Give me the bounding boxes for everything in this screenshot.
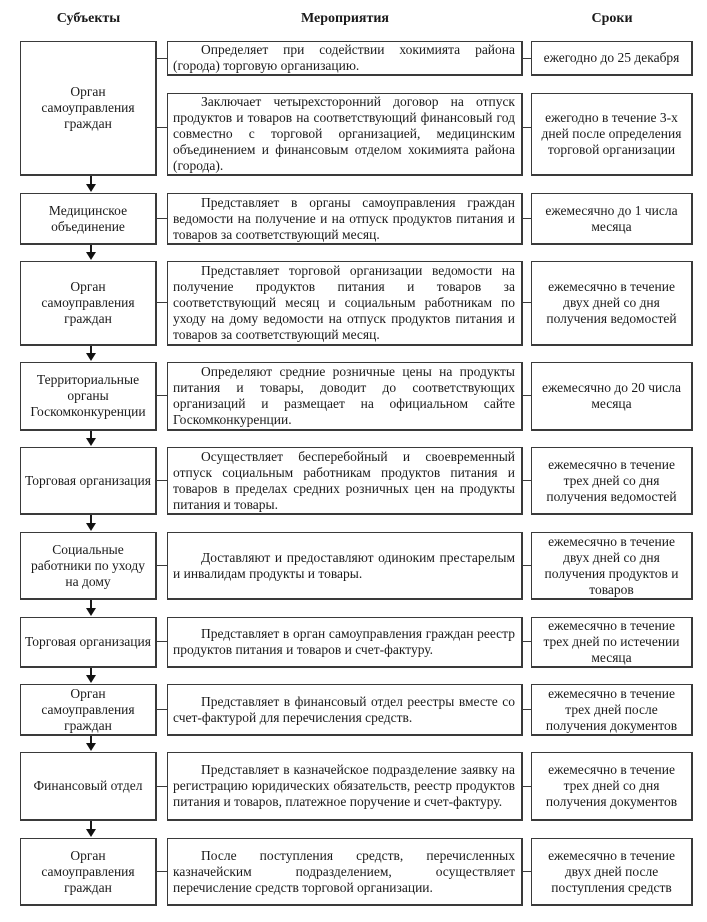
connector-line (157, 871, 167, 872)
activity-text: После поступления средств, перечисленных казначейским подразделением, осуществляет перечисление средств торговой организации. (173, 847, 515, 895)
activity-text: Представляет в финансовый отдел реестры вместе со счет-фактурой для перечисления средств. (173, 693, 515, 725)
subject-text: Медицинское объединение (48, 202, 128, 234)
connector-line (523, 641, 531, 642)
term-text: ежегодно в течение 3-х дней после определения торговой организации (541, 110, 682, 157)
subject-text: Орган самоуправления граждан (41, 84, 135, 131)
activity-text: Представляет в органы самоуправления граждан ведомости на получение и на отпуск продуктов питания и товаров за соответствующий месяц. (173, 194, 515, 242)
activity-text: Осуществляет бесперебойный и своевременный отпуск социальным работникам продуктов питания и товаров в пределах средних розничных цен на продукты питания и товары. (173, 448, 515, 512)
term-box (531, 838, 693, 906)
subject-text: Торговая организация (25, 472, 151, 488)
connector-line (523, 302, 531, 303)
connector-line (157, 58, 167, 59)
term-box (531, 752, 693, 821)
term-box (531, 447, 693, 515)
activity-text: Представляет в казначейское подразделение заявку на регистрацию юридических обязательств, реестр продуктов питания и товаров, платежное поручение и счет-фактуру. (173, 762, 515, 809)
term-text: ежегодно до 25 декабря (543, 50, 680, 65)
header-subjects: Субъекты (56, 11, 121, 26)
connector-line (157, 395, 167, 396)
subject-box (20, 362, 157, 431)
activity-box (167, 532, 523, 600)
subject-box (20, 684, 157, 736)
header-terms: Сроки (591, 11, 633, 26)
term-text: ежемесячно в течение трех дней со дня получения ведомостей (546, 456, 677, 504)
activity-text: Представляет торговой организации ведомости на получение продуктов питания и товаров за соответствующий месяц и социальным работникам по уходу на дому ведомости на отпуск продуктов питания и товаров за соответствующий месяц. (173, 263, 515, 342)
term-box (531, 193, 693, 245)
subject-box (20, 752, 157, 821)
arrow-down-icon (86, 829, 96, 837)
connector-line (523, 127, 531, 128)
subject-box (20, 838, 157, 906)
subject-text: Орган самоуправления граждан (41, 279, 135, 326)
activity-box (167, 617, 523, 668)
arrow-down-icon (86, 438, 96, 446)
activity-box (167, 684, 523, 736)
activity-box (167, 261, 523, 346)
connector-line (157, 480, 167, 481)
arrow-down-icon (86, 743, 96, 751)
subject-text: Орган самоуправления граждан (41, 685, 135, 733)
activity-text: Заключает четырехсторонний договор на отпуск продуктов и товаров на соответствующий финансовый год совместно с торговой организацией, медицинским объединением и финансовым отделом хокимията района (города). (173, 94, 515, 173)
activity-box (167, 362, 523, 431)
connector-line (523, 871, 531, 872)
connector-line (157, 218, 167, 219)
term-box (531, 362, 693, 431)
activity-box (167, 41, 523, 76)
arrow-down-icon (86, 675, 96, 683)
activity-text: Определяют средние розничные цены на продукты питания и товары, доводит до соответствующих организаций и размещает на официальном сайте Госкомконкуренции. (173, 364, 515, 427)
arrow-down-icon (86, 252, 96, 260)
subject-text: Территориальные органы Госкомконкуренции (30, 372, 146, 419)
activity-box (167, 752, 523, 821)
arrow-down-icon (86, 523, 96, 531)
subject-text: Торговая организация (25, 634, 151, 649)
arrow-down-icon (86, 608, 96, 616)
connector-line (157, 641, 167, 642)
connector-line (523, 480, 531, 481)
subject-box (20, 617, 157, 668)
subject-box (20, 261, 157, 346)
activity-box (167, 93, 523, 176)
term-text: ежемесячно в течение трех дней по истечении месяца (543, 618, 680, 665)
subject-box (20, 41, 157, 176)
connector-line (523, 395, 531, 396)
connector-line (523, 786, 531, 787)
connector-line (523, 218, 531, 219)
term-box (531, 684, 693, 736)
term-text: ежемесячно в течение трех дней после получения документов (545, 685, 678, 733)
arrow-down-icon (86, 353, 96, 361)
subject-box (20, 532, 157, 600)
subject-text: Финансовый отдел (33, 778, 143, 793)
connector-line (157, 709, 167, 710)
activity-text: Определяет при содействии хокимията района (города) торговую организацию. (173, 42, 515, 73)
subject-text: Социальные работники по уходу на дому (30, 541, 145, 589)
term-box (531, 41, 693, 76)
connector-line (157, 786, 167, 787)
term-box (531, 532, 693, 600)
term-text: ежемесячно в течение трех дней со дня получения документов (545, 762, 678, 809)
term-text: ежемесячно в течение двух дней со дня получения ведомостей (546, 279, 677, 326)
subject-box (20, 447, 157, 515)
term-box (531, 261, 693, 346)
subject-text: Орган самоуправления граждан (41, 847, 135, 895)
activity-box (167, 447, 523, 515)
connector-line (523, 709, 531, 710)
activity-box (167, 838, 523, 906)
subject-box (20, 193, 157, 245)
arrow-down-icon (86, 184, 96, 192)
connector-line (157, 302, 167, 303)
term-box (531, 93, 693, 176)
activity-box (167, 193, 523, 245)
activity-text: Представляет в орган самоуправления граждан реестр продуктов питания и товаров и счет-фактуру. (173, 626, 515, 657)
term-text: ежемесячно в течение двух дней со дня получения продуктов и товаров (544, 533, 679, 597)
term-text: ежемесячно до 1 числа месяца (545, 202, 678, 234)
connector-line (157, 565, 167, 566)
term-text: ежемесячно в течение двух дней после поступления средств (548, 847, 675, 895)
term-text: ежемесячно до 20 числа месяца (542, 380, 681, 411)
activity-text: Доставляют и предоставляют одиноким престарелым и инвалидам продукты и товары. (173, 549, 515, 581)
term-box (531, 617, 693, 668)
connector-line (157, 127, 167, 128)
connector-line (523, 58, 531, 59)
connector-line (523, 565, 531, 566)
header-activities: Мероприятия (300, 11, 390, 26)
